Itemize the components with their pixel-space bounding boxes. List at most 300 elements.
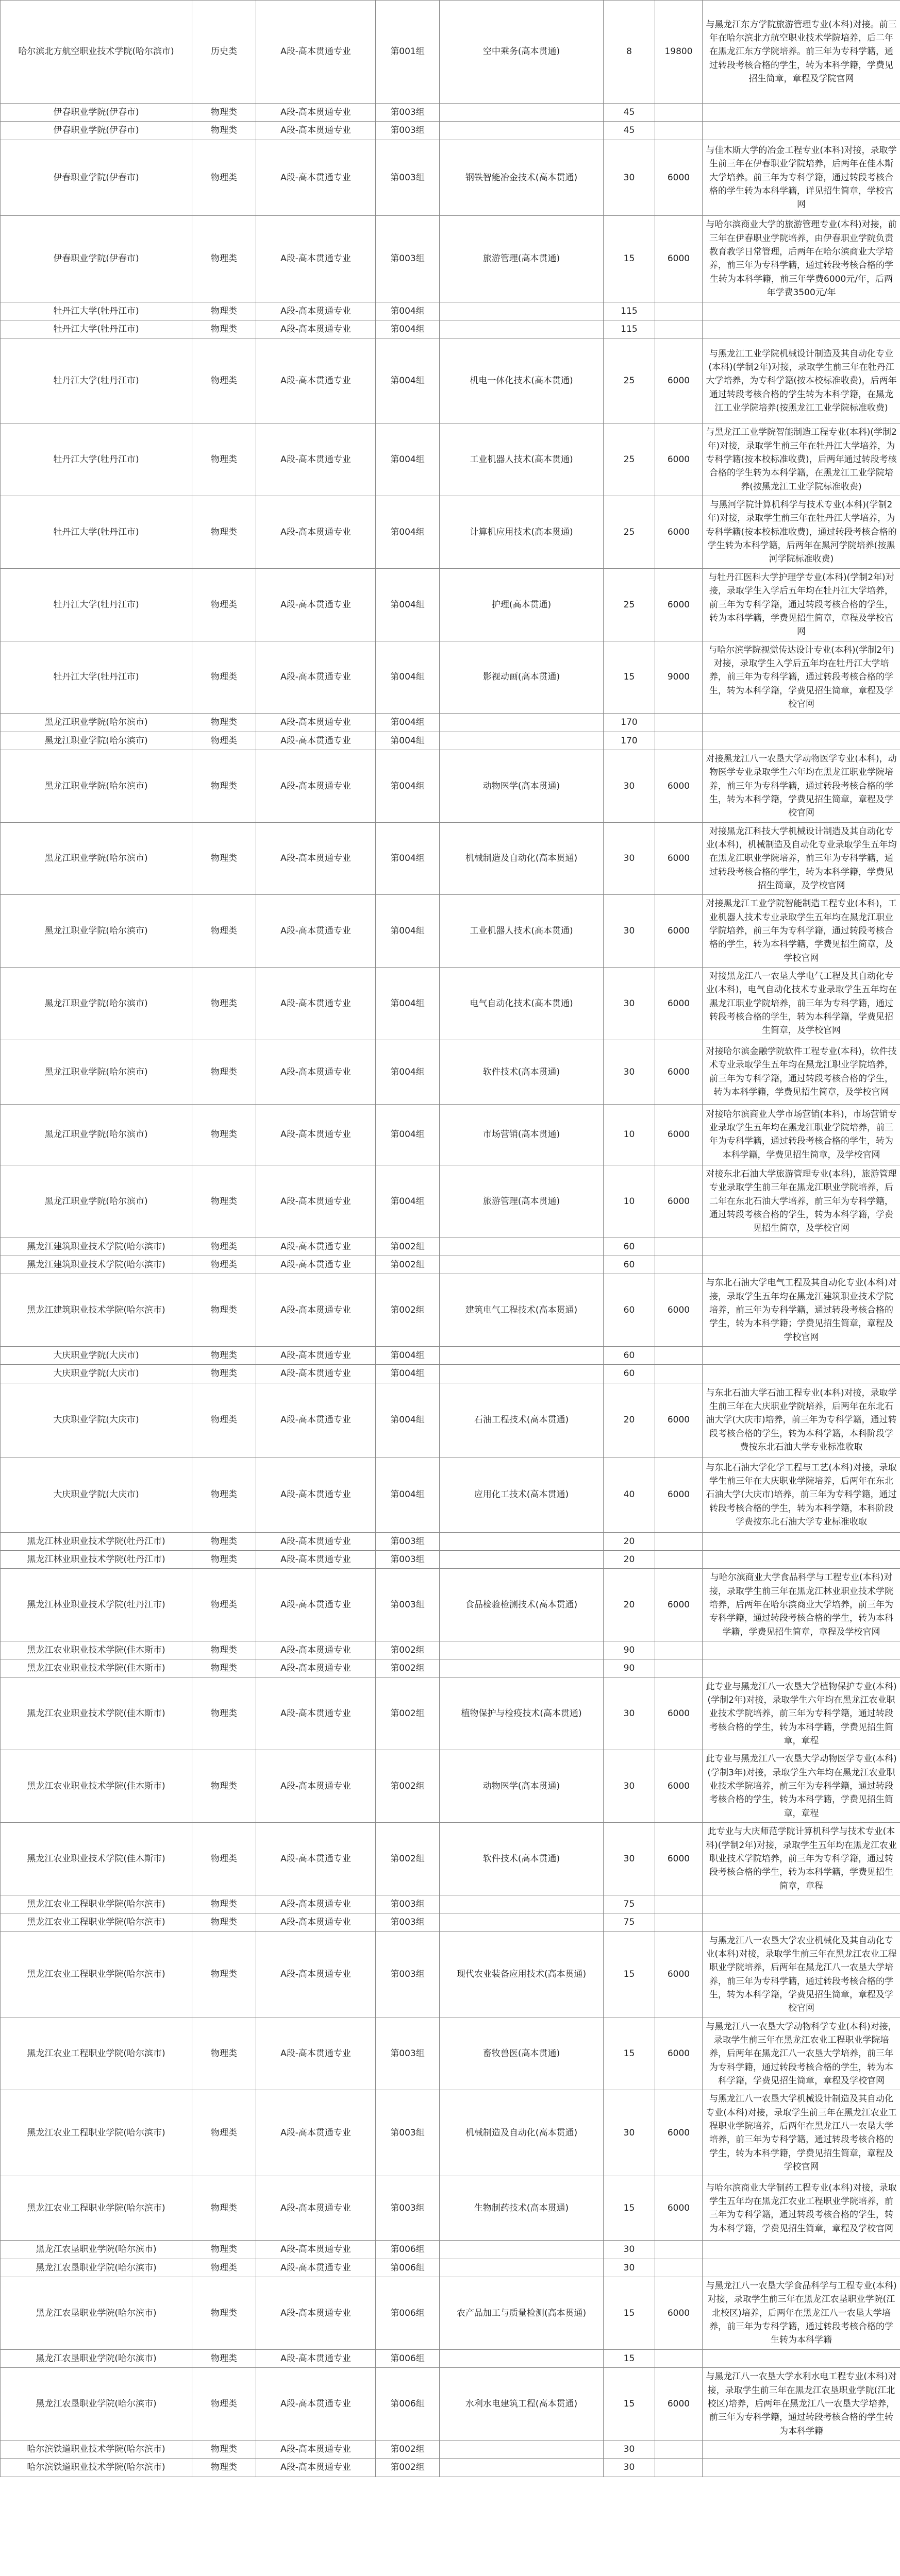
major-cell [440, 1895, 604, 1913]
batch-cell: A段-高本贯通专业 [256, 1641, 376, 1659]
subject-cell: 物理类 [192, 1532, 256, 1550]
tuition-fee-cell [655, 1256, 703, 1274]
plan-count-cell: 15 [604, 2018, 655, 2090]
major-cell [440, 2241, 604, 2259]
school-name-cell: 黑龙江职业学院(哈尔滨市) [1, 732, 192, 750]
major-cell [440, 302, 604, 320]
subject-cell: 物理类 [192, 2090, 256, 2176]
table-row [1, 2440, 900, 2458]
remark-cell [703, 1532, 900, 1550]
plan-count-cell: 15 [604, 2368, 655, 2441]
tuition-fee-cell: 6000 [655, 968, 703, 1040]
table-row [1, 2018, 900, 2090]
tuition-fee-cell: 6000 [655, 1104, 703, 1165]
major-cell: 畜牧兽医(高本贯通) [440, 2018, 604, 2090]
school-name-cell: 大庆职业学院(大庆市) [1, 1365, 192, 1383]
major-cell [440, 1365, 604, 1383]
batch-cell: A段-高本贯通专业 [256, 1165, 376, 1238]
group-cell: 第004组 [376, 496, 440, 569]
subject-cell: 物理类 [192, 1104, 256, 1165]
group-cell: 第003组 [376, 1931, 440, 2018]
plan-count-cell: 30 [604, 2241, 655, 2259]
batch-cell: A段-高本贯通专业 [256, 320, 376, 338]
group-cell: 第004组 [376, 1104, 440, 1165]
batch-cell: A段-高本贯通专业 [256, 1677, 376, 1750]
table-row [1, 2459, 900, 2477]
plan-count-cell: 30 [604, 140, 655, 215]
plan-count-cell: 10 [604, 1104, 655, 1165]
plan-count-cell: 25 [604, 423, 655, 496]
tuition-fee-cell: 6000 [655, 1750, 703, 1823]
remark-cell: 对接黑龙江工业学院智能制造工程专业(本科)，工业机器人技术专业录取学生五年均在黑龙江职业学院培养，前三年为专科学籍，通过转段考核合格的学生，转为本科学籍，学费见招生简章，及学校官网 [703, 895, 900, 968]
remark-cell [703, 122, 900, 140]
tuition-fee-cell: 6000 [655, 2090, 703, 2176]
table-row [1, 338, 900, 423]
plan-count-cell: 30 [604, 2440, 655, 2458]
school-name-cell: 黑龙江建筑职业技术学院(哈尔滨市) [1, 1274, 192, 1347]
batch-cell: A段-高本贯通专业 [256, 641, 376, 714]
major-cell: 机械制造及自动化(高本贯通) [440, 822, 604, 895]
plan-count-cell: 30 [604, 1750, 655, 1823]
school-name-cell: 伊春职业学院(伊春市) [1, 215, 192, 302]
group-cell: 第001组 [376, 1, 440, 104]
plan-count-cell: 25 [604, 568, 655, 641]
batch-cell: A段-高本贯通专业 [256, 338, 376, 423]
major-cell: 食品检验检测技术(高本贯通) [440, 1569, 604, 1641]
tuition-fee-cell [655, 714, 703, 732]
plan-count-cell: 20 [604, 1383, 655, 1458]
school-name-cell: 黑龙江农业工程职业学院(哈尔滨市) [1, 1931, 192, 2018]
tuition-fee-cell [655, 104, 703, 122]
major-cell [440, 1641, 604, 1659]
group-cell: 第002组 [376, 2440, 440, 2458]
subject-cell: 物理类 [192, 1458, 256, 1532]
subject-cell: 物理类 [192, 714, 256, 732]
major-cell [440, 1532, 604, 1550]
batch-cell: A段-高本贯通专业 [256, 2176, 376, 2241]
tuition-fee-cell: 6000 [655, 1383, 703, 1458]
group-cell: 第003组 [376, 215, 440, 302]
table-row [1, 140, 900, 215]
plan-count-cell: 15 [604, 215, 655, 302]
remark-cell: 与哈尔滨商业大学制药工程专业(本科)对接，录取学生五年均在黑龙江农业工程职业学院培养，前三年为专科学籍，通过转段考核合格的学生，转为本科学籍，学费见招生简章，章程及学校官网 [703, 2176, 900, 2241]
tuition-fee-cell [655, 1913, 703, 1931]
table-row [1, 895, 900, 968]
school-name-cell: 黑龙江林业职业技术学院(牡丹江市) [1, 1569, 192, 1641]
batch-cell: A段-高本贯通专业 [256, 1238, 376, 1256]
major-cell [440, 2459, 604, 2477]
major-cell: 软件技术(高本贯通) [440, 1040, 604, 1104]
batch-cell: A段-高本贯通专业 [256, 423, 376, 496]
tuition-fee-cell: 6000 [655, 338, 703, 423]
table-row [1, 1931, 900, 2018]
group-cell: 第004组 [376, 714, 440, 732]
table-row [1, 122, 900, 140]
plan-count-cell: 25 [604, 496, 655, 569]
tuition-fee-cell: 9000 [655, 641, 703, 714]
table-row [1, 2277, 900, 2350]
batch-cell: A段-高本贯通专业 [256, 2349, 376, 2367]
plan-count-cell: 60 [604, 1274, 655, 1347]
tuition-fee-cell [655, 2259, 703, 2277]
table-row [1, 1346, 900, 1364]
group-cell: 第004组 [376, 1346, 440, 1364]
subject-cell: 物理类 [192, 1677, 256, 1750]
group-cell: 第004组 [376, 338, 440, 423]
school-name-cell: 牡丹江大学(牡丹江市) [1, 302, 192, 320]
tuition-fee-cell: 6000 [655, 423, 703, 496]
major-cell: 计算机应用技术(高本贯通) [440, 496, 604, 569]
subject-cell: 物理类 [192, 140, 256, 215]
subject-cell: 物理类 [192, 1165, 256, 1238]
batch-cell: A段-高本贯通专业 [256, 750, 376, 822]
tuition-fee-cell [655, 1550, 703, 1568]
subject-cell: 物理类 [192, 1823, 256, 1895]
major-cell [440, 2349, 604, 2367]
subject-cell: 物理类 [192, 215, 256, 302]
remark-cell: 与黑龙江八一农垦大学动物科学专业(本科)对接，录取学生前三年在黑龙江农业工程职业学院培养，后两年在黑龙江八一农垦大学培养，前三年为专科学籍，通过转段考核合格的学生，转为本科学籍，学费见招生简章，章程及学校官网 [703, 2018, 900, 2090]
group-cell: 第003组 [376, 2176, 440, 2241]
batch-cell: A段-高本贯通专业 [256, 122, 376, 140]
batch-cell: A段-高本贯通专业 [256, 714, 376, 732]
major-cell [440, 1238, 604, 1256]
batch-cell: A段-高本贯通专业 [256, 568, 376, 641]
school-name-cell: 黑龙江农垦职业学院(哈尔滨市) [1, 2259, 192, 2277]
remark-cell [703, 1550, 900, 1568]
group-cell: 第006组 [376, 2241, 440, 2259]
batch-cell: A段-高本贯通专业 [256, 2018, 376, 2090]
school-name-cell: 黑龙江林业职业技术学院(牡丹江市) [1, 1550, 192, 1568]
school-name-cell: 黑龙江农业工程职业学院(哈尔滨市) [1, 2090, 192, 2176]
remark-cell: 对接黑龙江八一农垦大学电气工程及其自动化专业(本科)，电气自动化技术专业录取学生五年均在黑龙江职业学院培养，前三年为专科学籍，通过转段考核合格的学生，转为本科学籍，学费见招生简章，及学校官网 [703, 968, 900, 1040]
plan-count-cell: 60 [604, 1365, 655, 1383]
major-cell: 软件技术(高本贯通) [440, 1823, 604, 1895]
major-cell [440, 122, 604, 140]
subject-cell: 物理类 [192, 2277, 256, 2350]
group-cell: 第003组 [376, 122, 440, 140]
tuition-fee-cell: 6000 [655, 496, 703, 569]
group-cell: 第003组 [376, 104, 440, 122]
tuition-fee-cell: 6000 [655, 215, 703, 302]
subject-cell: 物理类 [192, 968, 256, 1040]
subject-cell: 物理类 [192, 320, 256, 338]
plan-count-cell: 170 [604, 732, 655, 750]
group-cell: 第003组 [376, 2018, 440, 2090]
subject-cell: 物理类 [192, 1256, 256, 1274]
subject-cell: 物理类 [192, 2018, 256, 2090]
remark-cell: 与佳木斯大学的冶金工程专业(本科)对接，录取学生前三年在伊春职业学院培养，后两年在佳木斯大学培养。前三年为专科学籍，通过转段考核合格的学生转为本科学籍，详见招生简章，学校官网 [703, 140, 900, 215]
tuition-fee-cell [655, 1346, 703, 1364]
major-cell: 工业机器人技术(高本贯通) [440, 423, 604, 496]
tuition-fee-cell: 6000 [655, 2018, 703, 2090]
table-row [1, 1238, 900, 1256]
remark-cell [703, 1256, 900, 1274]
remark-cell: 对接哈尔滨商业大学市场营销(本科)，市场营销专业录取学生五年均在黑龙江职业学院培养，前三年为专科学籍，通过转段考核合格的学生，转为本科学籍，学费见招生简章，及学校官网 [703, 1104, 900, 1165]
table-row [1, 1365, 900, 1383]
major-cell: 空中乘务(高本贯通) [440, 1, 604, 104]
major-cell [440, 320, 604, 338]
remark-cell: 与黑龙江八一农垦大学食品科学与工程专业(本科)对接，录取学生前三年在黑龙江农垦职业学院(江北校区)培养，后两年在黑龙江八一农垦大学培养，前三年为专科学籍，通过转段考核合格的学生转为本科学籍 [703, 2277, 900, 2350]
table-row [1, 1750, 900, 1823]
group-cell: 第002组 [376, 1256, 440, 1274]
group-cell: 第004组 [376, 641, 440, 714]
plan-count-cell: 90 [604, 1659, 655, 1677]
school-name-cell: 大庆职业学院(大庆市) [1, 1383, 192, 1458]
tuition-fee-cell: 19800 [655, 1, 703, 104]
major-cell: 水利水电建筑工程(高本贯通) [440, 2368, 604, 2441]
school-name-cell: 哈尔滨铁道职业技术学院(哈尔滨市) [1, 2440, 192, 2458]
plan-count-cell: 20 [604, 1569, 655, 1641]
subject-cell: 物理类 [192, 1383, 256, 1458]
group-cell: 第006组 [376, 2277, 440, 2350]
tuition-fee-cell: 6000 [655, 2176, 703, 2241]
table-row [1, 1040, 900, 1104]
major-cell: 旅游管理(高本贯通) [440, 215, 604, 302]
subject-cell: 物理类 [192, 1895, 256, 1913]
table-row [1, 1, 900, 104]
major-cell: 电气自动化技术(高本贯通) [440, 968, 604, 1040]
group-cell: 第004组 [376, 1383, 440, 1458]
batch-cell: A段-高本贯通专业 [256, 895, 376, 968]
batch-cell: A段-高本贯通专业 [256, 2277, 376, 2350]
batch-cell: A段-高本贯通专业 [256, 822, 376, 895]
batch-cell: A段-高本贯通专业 [256, 1383, 376, 1458]
plan-count-cell: 90 [604, 1641, 655, 1659]
group-cell: 第002组 [376, 1750, 440, 1823]
table-row [1, 423, 900, 496]
plan-count-cell: 25 [604, 338, 655, 423]
group-cell: 第002组 [376, 1659, 440, 1677]
tuition-fee-cell: 6000 [655, 1823, 703, 1895]
remark-cell: 与黑龙江八一农垦大学农业机械化及其自动化专业(本科)对接，录取学生前三年在黑龙江农业工程职业学院培养，后两年在黑龙江八一农垦大学培养，前三年为专科学籍，通过转段考核合格的学生，转为本科学籍，学费见招生简章，章程及学校官网 [703, 1931, 900, 2018]
subject-cell: 物理类 [192, 1365, 256, 1383]
batch-cell: A段-高本贯通专业 [256, 215, 376, 302]
batch-cell: A段-高本贯通专业 [256, 2259, 376, 2277]
remark-cell [703, 1365, 900, 1383]
batch-cell: A段-高本贯通专业 [256, 1913, 376, 1931]
group-cell: 第006组 [376, 2368, 440, 2441]
school-name-cell: 哈尔滨北方航空职业技术学院(哈尔滨市) [1, 1, 192, 104]
school-name-cell: 牡丹江大学(牡丹江市) [1, 641, 192, 714]
group-cell: 第003组 [376, 1550, 440, 1568]
batch-cell: A段-高本贯通专业 [256, 140, 376, 215]
table-row [1, 2176, 900, 2241]
plan-count-cell: 40 [604, 1458, 655, 1532]
remark-cell: 与哈尔滨学院视觉传达设计专业(本科)(学制2年)对接，录取学生入学后五年均在牡丹江大学培养，前三年为专科学籍，通过转段考核合格的学生，转为本科学籍，学费见招生简章，章程及学校官网 [703, 641, 900, 714]
subject-cell: 物理类 [192, 1931, 256, 2018]
subject-cell: 历史类 [192, 1, 256, 104]
major-cell [440, 104, 604, 122]
plan-count-cell: 30 [604, 2259, 655, 2277]
subject-cell: 物理类 [192, 895, 256, 968]
school-name-cell: 黑龙江职业学院(哈尔滨市) [1, 895, 192, 968]
remark-cell: 与东北石油大学化学工程与工艺(本科)对接，录取学生前三年在大庆职业学院培养，后两年在东北石油大学(大庆市)培养，前三年为专科学籍，通过转段考核合格的学生，转为本科学籍，本科阶段学费按东北石油大学专业标准收取 [703, 1458, 900, 1532]
table-row [1, 1659, 900, 1677]
remark-cell: 与黑龙江工业学院机械设计制造及其自动化专业(本科)(学制2年)对接，录取学生前三年在牡丹江大学培养，为专科学籍(按本校标准收费)，后两年通过转段考核合格的学生转为本科学籍，在黑龙江工业学院培养(按黑龙江工业学院标准收费) [703, 338, 900, 423]
plan-count-cell: 30 [604, 822, 655, 895]
major-cell [440, 2259, 604, 2277]
subject-cell: 物理类 [192, 2459, 256, 2477]
tuition-fee-cell [655, 1659, 703, 1677]
batch-cell: A段-高本贯通专业 [256, 1931, 376, 2018]
batch-cell: A段-高本贯通专业 [256, 2368, 376, 2441]
subject-cell: 物理类 [192, 750, 256, 822]
subject-cell: 物理类 [192, 496, 256, 569]
subject-cell: 物理类 [192, 423, 256, 496]
subject-cell: 物理类 [192, 2176, 256, 2241]
table-row [1, 1458, 900, 1532]
plan-count-cell: 170 [604, 714, 655, 732]
major-cell: 农产品加工与质量检测(高本贯通) [440, 2277, 604, 2350]
group-cell: 第006组 [376, 2259, 440, 2277]
plan-count-cell: 30 [604, 750, 655, 822]
school-name-cell: 黑龙江农业职业技术学院(佳木斯市) [1, 1750, 192, 1823]
major-cell [440, 1346, 604, 1364]
major-cell: 石油工程技术(高本贯通) [440, 1383, 604, 1458]
subject-cell: 物理类 [192, 2241, 256, 2259]
table-row [1, 714, 900, 732]
table-row [1, 2259, 900, 2277]
plan-count-cell: 60 [604, 1346, 655, 1364]
school-name-cell: 黑龙江农垦职业学院(哈尔滨市) [1, 2368, 192, 2441]
group-cell: 第004组 [376, 568, 440, 641]
subject-cell: 物理类 [192, 1750, 256, 1823]
major-cell: 市场营销(高本贯通) [440, 1104, 604, 1165]
tuition-fee-cell: 6000 [655, 140, 703, 215]
remark-cell [703, 320, 900, 338]
subject-cell: 物理类 [192, 641, 256, 714]
remark-cell [703, 1659, 900, 1677]
major-cell: 工业机器人技术(高本贯通) [440, 895, 604, 968]
remark-cell: 与哈尔滨商业大学食品科学与工程专业(本科)对接，录取学生前三年在黑龙江林业职业技术学院培养，后两年在哈尔滨商业大学培养，前三年为专科学籍，通过转段考核合格的学生，转为本科学籍，学费见招生简章，章程及学校官网 [703, 1569, 900, 1641]
remark-cell: 与牡丹江医科大学护理学专业(本科)(学制2年)对接，录取学生入学后五年均在牡丹江大学培养，前三年为专科学籍，通过转段考核合格的学生，转为本科学籍，学费见招生简章，章程及学校官网 [703, 568, 900, 641]
group-cell: 第006组 [376, 2349, 440, 2367]
plan-count-cell: 115 [604, 320, 655, 338]
batch-cell: A段-高本贯通专业 [256, 1659, 376, 1677]
table-row [1, 496, 900, 569]
plan-count-cell: 45 [604, 122, 655, 140]
table-body [1, 1, 900, 2477]
table-row [1, 1641, 900, 1659]
tuition-fee-cell: 6000 [655, 1569, 703, 1641]
plan-count-cell: 30 [604, 1040, 655, 1104]
school-name-cell: 牡丹江大学(牡丹江市) [1, 496, 192, 569]
tuition-fee-cell: 6000 [655, 1458, 703, 1532]
plan-count-cell: 30 [604, 1677, 655, 1750]
remark-cell [703, 1895, 900, 1913]
tuition-fee-cell: 6000 [655, 895, 703, 968]
school-name-cell: 黑龙江建筑职业技术学院(哈尔滨市) [1, 1238, 192, 1256]
group-cell: 第003组 [376, 1569, 440, 1641]
remark-cell [703, 1238, 900, 1256]
plan-count-cell: 60 [604, 1256, 655, 1274]
batch-cell: A段-高本贯通专业 [256, 1256, 376, 1274]
table-row [1, 1823, 900, 1895]
school-name-cell: 大庆职业学院(大庆市) [1, 1346, 192, 1364]
school-name-cell: 伊春职业学院(伊春市) [1, 122, 192, 140]
group-cell: 第002组 [376, 1677, 440, 1750]
school-name-cell: 牡丹江大学(牡丹江市) [1, 338, 192, 423]
table-row [1, 1677, 900, 1750]
school-name-cell: 牡丹江大学(牡丹江市) [1, 568, 192, 641]
remark-cell [703, 2349, 900, 2367]
remark-cell: 此专业与黑龙江八一农垦大学动物医学专业(本科)(学制3年)对接，录取学生六年均在黑龙江农业职业技术学院培养，前三年为专科学籍，通过转段考核合格的学生，转为本科学籍，学费见招生简章，章程 [703, 1750, 900, 1823]
remark-cell: 与黑龙江八一农垦大学水利水电工程专业(本科)对接，录取学生前三年在黑龙江农垦职业学院(江北校区)培养，后两年在黑龙江八一农垦大学培养，前三年为专科学籍，通过转段考核合格的学生转为本科学籍 [703, 2368, 900, 2441]
remark-cell: 与东北石油大学石油工程专业(本科)对接，录取学生前三年在大庆职业学院培养，后两年在东北石油大学(大庆市)培养，前三年为专科学籍，通过转段考核合格的学生，转为本科学籍，本科阶段学费按东北石油大学专业标准收取 [703, 1383, 900, 1458]
major-cell: 动物医学(高本贯通) [440, 1750, 604, 1823]
batch-cell: A段-高本贯通专业 [256, 1550, 376, 1568]
subject-cell: 物理类 [192, 1346, 256, 1364]
batch-cell: A段-高本贯通专业 [256, 2440, 376, 2458]
tuition-fee-cell: 6000 [655, 1040, 703, 1104]
tuition-fee-cell [655, 320, 703, 338]
remark-cell [703, 1913, 900, 1931]
major-cell: 植物保护与检疫技术(高本贯通) [440, 1677, 604, 1750]
group-cell: 第004组 [376, 1040, 440, 1104]
group-cell: 第002组 [376, 1641, 440, 1659]
table-row [1, 1274, 900, 1347]
group-cell: 第002组 [376, 1823, 440, 1895]
plan-count-cell: 30 [604, 2090, 655, 2176]
school-name-cell: 黑龙江农垦职业学院(哈尔滨市) [1, 2349, 192, 2367]
remark-cell [703, 2459, 900, 2477]
remark-cell: 与黑龙江东方学院旅游管理专业(本科)对接。前三年在哈尔滨北方航空职业技术学院培养，后二年在黑龙江东方学院培养。前三年为专科学籍，通过转段考核合格的学生，转为本科学籍，学费见招生简章，章程及学院官网 [703, 1, 900, 104]
group-cell: 第004组 [376, 822, 440, 895]
tuition-fee-cell: 6000 [655, 2277, 703, 2350]
major-cell [440, 1913, 604, 1931]
subject-cell: 物理类 [192, 302, 256, 320]
subject-cell: 物理类 [192, 122, 256, 140]
batch-cell: A段-高本贯通专业 [256, 1750, 376, 1823]
subject-cell: 物理类 [192, 2349, 256, 2367]
major-cell [440, 732, 604, 750]
remark-cell [703, 1346, 900, 1364]
major-cell [440, 2440, 604, 2458]
group-cell: 第002组 [376, 2459, 440, 2477]
school-name-cell: 伊春职业学院(伊春市) [1, 104, 192, 122]
table-row [1, 1256, 900, 1274]
group-cell: 第003组 [376, 2090, 440, 2176]
school-name-cell: 黑龙江农业工程职业学院(哈尔滨市) [1, 1895, 192, 1913]
table-row [1, 568, 900, 641]
school-name-cell: 黑龙江职业学院(哈尔滨市) [1, 1165, 192, 1238]
table-row [1, 1550, 900, 1568]
batch-cell: A段-高本贯通专业 [256, 1569, 376, 1641]
group-cell: 第004组 [376, 1165, 440, 1238]
table-row [1, 1383, 900, 1458]
major-cell: 机电一体化技术(高本贯通) [440, 338, 604, 423]
group-cell: 第004组 [376, 750, 440, 822]
major-cell [440, 1659, 604, 1677]
table-row [1, 1165, 900, 1238]
batch-cell: A段-高本贯通专业 [256, 1895, 376, 1913]
major-cell: 应用化工技术(高本贯通) [440, 1458, 604, 1532]
remark-cell [703, 732, 900, 750]
tuition-fee-cell [655, 2459, 703, 2477]
subject-cell: 物理类 [192, 1913, 256, 1931]
tuition-fee-cell [655, 732, 703, 750]
batch-cell: A段-高本贯通专业 [256, 104, 376, 122]
school-name-cell: 黑龙江农业职业技术学院(佳木斯市) [1, 1641, 192, 1659]
subject-cell: 物理类 [192, 1641, 256, 1659]
remark-cell: 与东北石油大学电气工程及其自动化专业(本科)对接，录取学生五年均在黑龙江建筑职业技术学院培养，前三年为专科学籍，通过转段考核合格的学生，转为本科学籍；学费见招生简章，章程及学校官网 [703, 1274, 900, 1347]
plan-count-cell: 15 [604, 2176, 655, 2241]
table-row [1, 2090, 900, 2176]
plan-count-cell: 15 [604, 641, 655, 714]
school-name-cell: 黑龙江职业学院(哈尔滨市) [1, 822, 192, 895]
major-cell: 动物医学(高本贯通) [440, 750, 604, 822]
remark-cell [703, 302, 900, 320]
